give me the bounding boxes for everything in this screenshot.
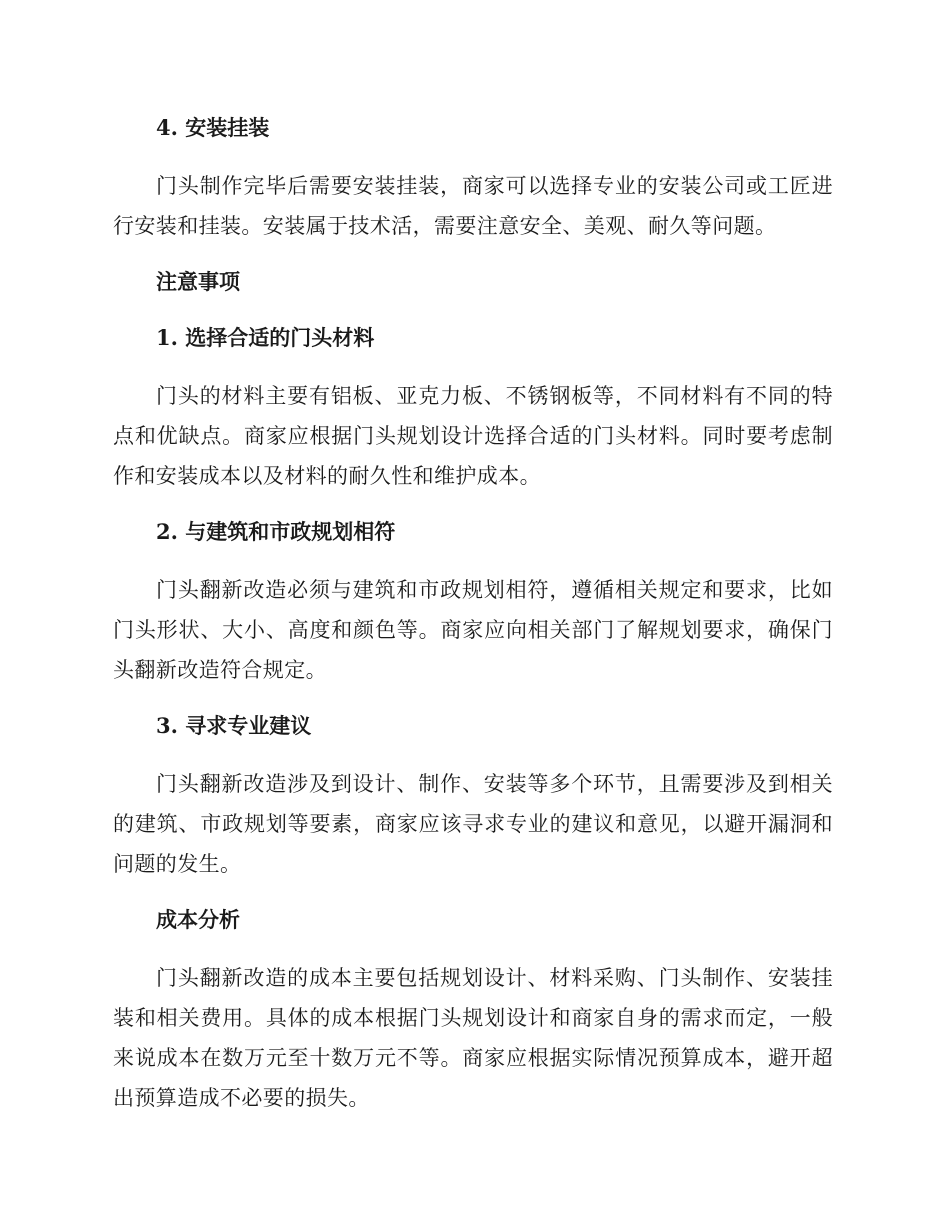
document-page xyxy=(113,110,833,1136)
section-heading-material: 1. 选择合适的门头材料 xyxy=(156,325,375,350)
paragraph-planning: 门头翻新改造必须与建筑和市政规划相符，遵循相关规定和要求，比如门头形状、大小、高度和颜色等。商家应向相关部门了解规划要求，确保门头翻新改造符合规定。 xyxy=(113,578,833,682)
section-heading-planning: 2. 与建筑和市政规划相符 xyxy=(156,519,396,544)
paragraph-material: 门头的材料主要有铝板、亚克力板、不锈钢板等，不同材料有不同的特点和优缺点。商家应根据门头规划设计选择合适的门头材料。同时要考虑制作和安装成本以及材料的耐久性和维护成本。 xyxy=(113,384,833,488)
paragraph-install: 门头制作完毕后需要安装挂装，商家可以选择专业的安装公司或工匠进行安装和挂装。安装属于技术活，需要注意安全、美观、耐久等问题。 xyxy=(113,174,833,238)
paragraph-advice: 门头翻新改造涉及到设计、制作、安装等多个环节，且需要涉及到相关的建筑、市政规划等要素，商家应该寻求专业的建议和意见，以避开漏洞和问题的发生。 xyxy=(113,772,833,876)
paragraph-cost: 门头翻新改造的成本主要包括规划设计、材料采购、门头制作、安装挂装和相关费用。具体的成本根据门头规划设计和商家自身的需求而定，一般来说成本在数万元至十数万元不等。商家应根据实际情况预算成本，避开超出预算造成不必要的损失。 xyxy=(113,966,833,1110)
section-heading-notes: 注意事项 xyxy=(156,269,240,294)
section-heading-advice: 3. 寻求专业建议 xyxy=(156,713,312,738)
section-heading-cost: 成本分析 xyxy=(156,907,240,932)
section-heading-install: 4. 安装挂装 xyxy=(156,115,270,140)
